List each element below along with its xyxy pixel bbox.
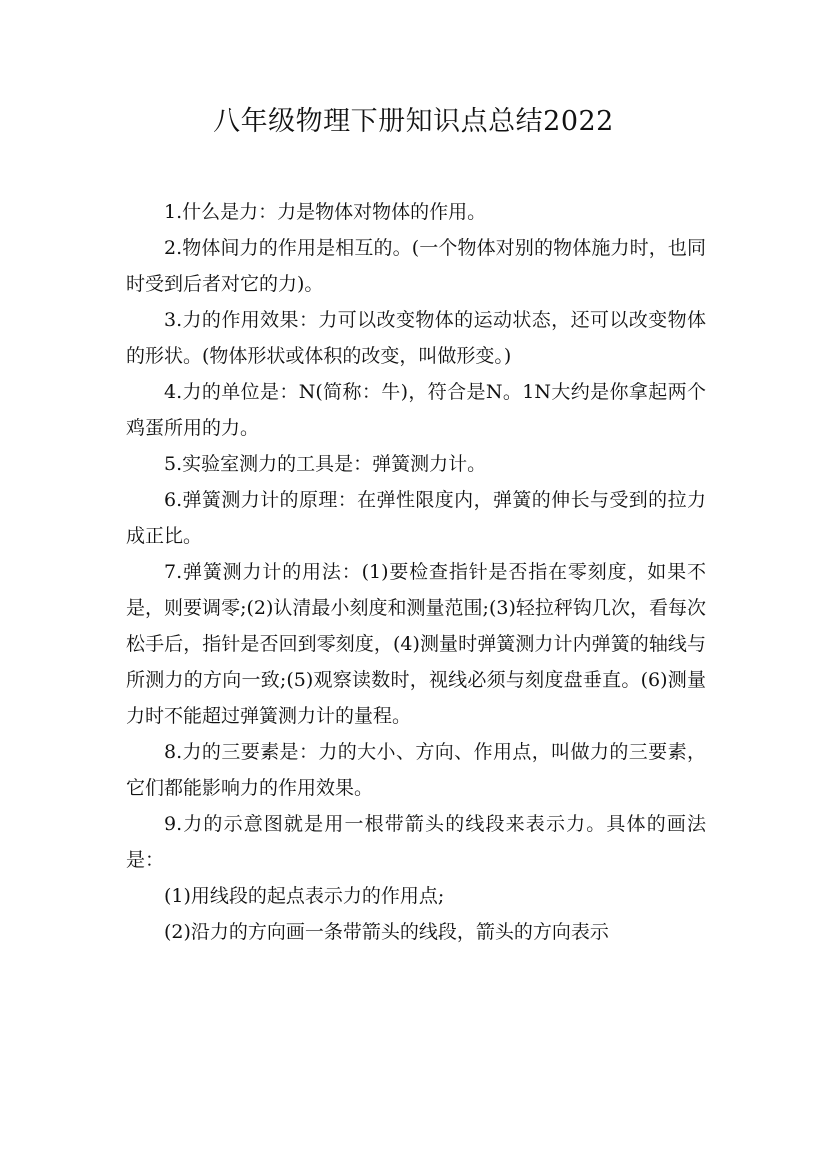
paragraph-2: 2.物体间力的作用是相互的。(一个物体对别的物体施力时，也同时受到后者对它的力)。 bbox=[126, 237, 706, 295]
document-title: 八年级物理下册知识点总结2022 bbox=[213, 106, 614, 137]
paragraph-1: 1.什么是力：力是物体对物体的作用。 bbox=[164, 201, 487, 223]
paragraph-7: 7.弹簧测力计的用法：(1)要检查指针是否指在零刻度，如果不是，则要调零;(2)认清最小刻度和测量范围;(3)轻拉秤钩几次，看每次松手后，指针是否回到零刻度，(4)测量时弹簧测力计内弹簧的轴线与所测力的方向一致;(5)观察读数时，视线必须与刻度盘垂直。(6)测量力时不能超过弹簧测力计的量程。 bbox=[126, 561, 706, 727]
paragraph-8: 8.力的三要素是：力的大小、方向、作用点，叫做力的三要素，它们都能影响力的作用效果。 bbox=[126, 741, 706, 799]
document-body bbox=[126, 194, 706, 950]
paragraph-4: 4.力的单位是：N(简称：牛)，符合是N。1N大约是你拿起两个鸡蛋所用的力。 bbox=[126, 381, 706, 439]
paragraph-6: 6.弹簧测力计的原理：在弹性限度内，弹簧的伸长与受到的拉力成正比。 bbox=[126, 489, 706, 547]
paragraph-5: 5.实验室测力的工具是：弹簧测力计。 bbox=[164, 453, 487, 475]
paragraph-11: (2)沿力的方向画一条带箭头的线段，箭头的方向表示 bbox=[164, 921, 609, 943]
paragraph-9: 9.力的示意图就是用一根带箭头的线段来表示力。具体的画法是： bbox=[126, 813, 706, 871]
paragraph-3: 3.力的作用效果：力可以改变物体的运动状态，还可以改变物体的形状。(物体形状或体积的改变，叫做形变。) bbox=[126, 309, 706, 367]
paragraph-10: (1)用线段的起点表示力的作用点; bbox=[164, 885, 445, 907]
